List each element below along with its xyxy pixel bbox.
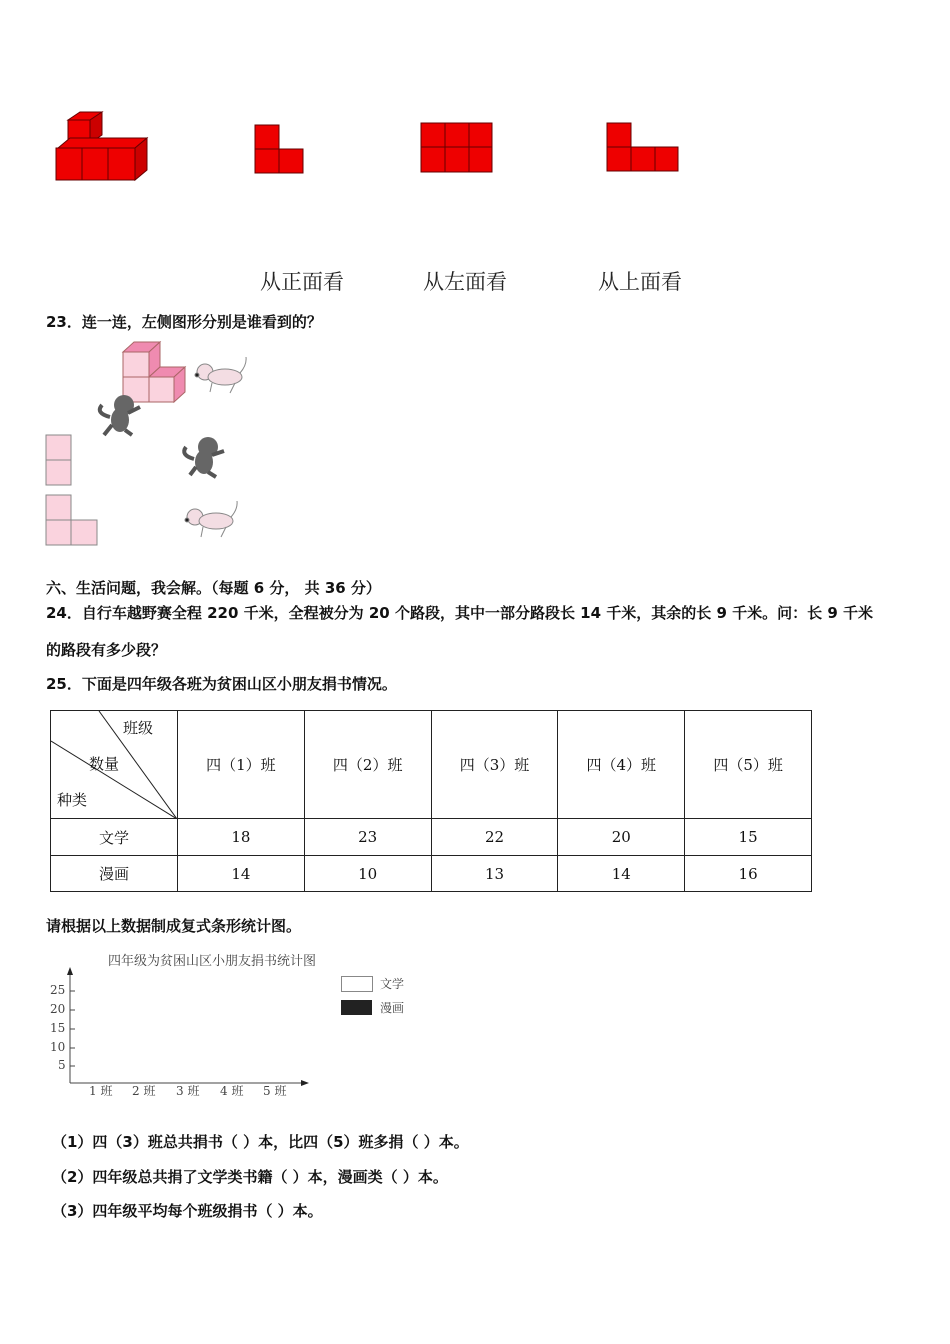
cube-views-figure [0, 100, 720, 190]
x-tick-label: 2 班 [132, 1084, 156, 1098]
l-shape [46, 495, 97, 545]
cell: 23 [304, 819, 431, 856]
y-axis-arrow [67, 967, 73, 975]
two-stack-shape [46, 435, 71, 485]
x-axis-arrow [301, 1080, 309, 1086]
section-6-title: 六、生活问题，我会解。（每题 6 分， 共 36 分） [46, 579, 381, 597]
corner-class-label: 班级 [123, 719, 154, 737]
legend-label: 漫画 [380, 1001, 405, 1015]
top-view-shape [607, 123, 678, 171]
cell: 16 [685, 856, 812, 892]
chart-title: 四年级为贫困山区小朋友捐书统计图 [108, 954, 317, 969]
subquestion-3: （3）四年级平均每个班级捐书（ ）本。 [52, 1202, 323, 1220]
left-view-label: 从左面看 [423, 270, 507, 294]
column-header: 四（1）班 [178, 711, 305, 819]
cell: 20 [558, 819, 685, 856]
subquestion-1: （1）四（3）班总共捐书（ ）本，比四（5）班多捐（ ）本。 [52, 1133, 469, 1151]
chart-instruction: 请根据以上数据制成复式条形统计图。 [46, 917, 302, 935]
cell: 18 [178, 819, 305, 856]
column-header: 四（4）班 [558, 711, 685, 819]
corner-category-label: 种类 [57, 791, 88, 809]
question-25: 25．下面是四年级各班为贫困山区小朋友捐书情况。 [46, 675, 397, 693]
y-tick-label: 15 [50, 1021, 66, 1035]
dog-icon [195, 357, 246, 393]
x-tick-label: 5 班 [263, 1084, 287, 1098]
cell: 14 [178, 856, 305, 892]
y-ticks [70, 991, 75, 1066]
y-tick-label: 25 [50, 983, 66, 997]
corner-cell [51, 711, 178, 819]
column-header: 四（2）班 [304, 711, 431, 819]
dog-icon [185, 501, 237, 537]
top-view-label: 从上面看 [598, 270, 682, 294]
question-24-line2: 的路段有多少段？ [46, 641, 167, 659]
legend-swatch-comics [341, 1000, 372, 1015]
left-view-shape [421, 123, 492, 172]
table-row [51, 819, 812, 856]
cell: 10 [304, 856, 431, 892]
column-header: 四（5）班 [685, 711, 812, 819]
y-tick-label: 5 [58, 1058, 66, 1072]
row-label: 漫画 [51, 856, 178, 892]
y-tick-label: 20 [50, 1002, 66, 1016]
isometric-cubes [56, 112, 147, 180]
q23-figure [40, 335, 260, 550]
chart-axes [60, 965, 320, 1090]
donation-table [50, 710, 812, 892]
table-header-row [51, 711, 812, 819]
subquestion-2: （2）四年级总共捐了文学类书籍（ ）本，漫画类（ ）本。 [52, 1168, 448, 1186]
legend-swatch-literature [341, 976, 373, 992]
front-view-label: 从正面看 [260, 270, 344, 294]
legend-label: 文学 [380, 977, 405, 991]
cell: 15 [685, 819, 812, 856]
cell: 13 [431, 856, 558, 892]
monkey-icon [184, 437, 224, 477]
front-view-shape [255, 125, 303, 173]
table-row [51, 856, 812, 892]
corner-quantity-label: 数量 [89, 755, 120, 773]
cell: 14 [558, 856, 685, 892]
x-tick-label: 3 班 [176, 1084, 200, 1098]
x-tick-label: 4 班 [220, 1084, 244, 1098]
x-tick-label: 1 班 [89, 1084, 113, 1098]
pink-cubes [123, 342, 185, 402]
cell: 22 [431, 819, 558, 856]
y-tick-label: 10 [50, 1040, 66, 1054]
column-header: 四（3）班 [431, 711, 558, 819]
row-label: 文学 [51, 819, 178, 856]
question-24-line1: 24．自行车越野赛全程 220 千米，全程被分为 20 个路段，其中一部分路段长 14 千米，其余的长 9 千米。问：长 9 千米 [46, 604, 874, 622]
question-23: 23．连一连，左侧图形分别是谁看到的？ [46, 313, 322, 331]
